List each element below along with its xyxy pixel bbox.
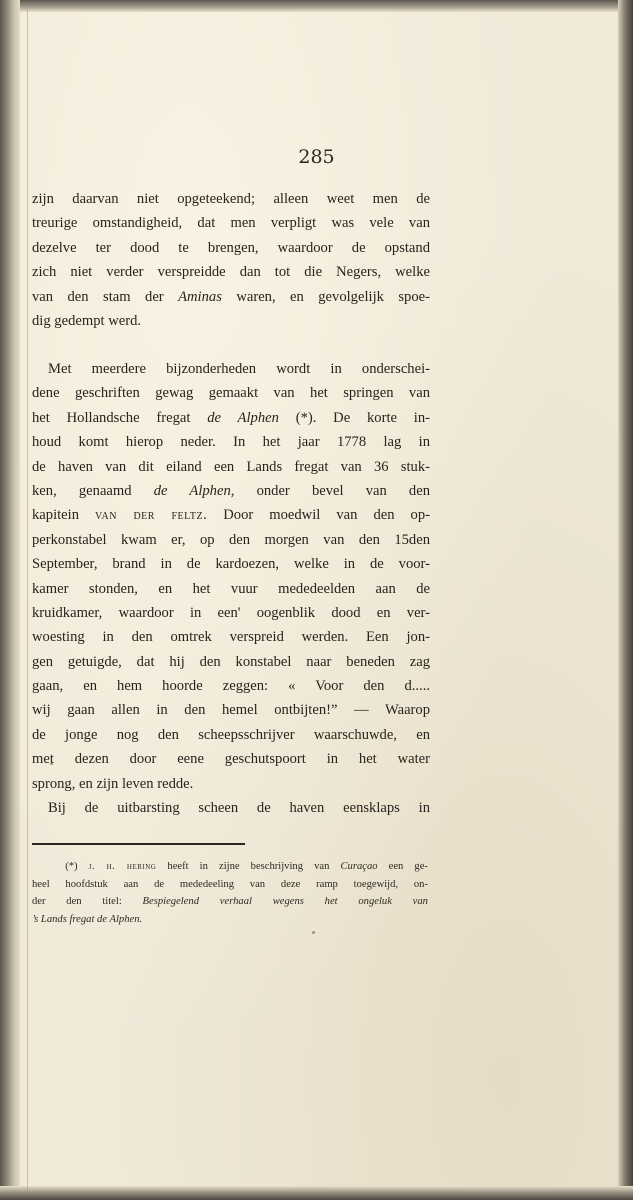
text-line: zich niet verder verspreidde dan tot die Negers, welke	[32, 264, 430, 281]
text-line: Met meerdere bijzonderheden wordt in onderschei-	[48, 361, 430, 377]
text-line: September, brand in de kardoezen, welke in de voor-	[32, 556, 430, 573]
footnote-line: ’s Lands fregat de Alphen.	[32, 913, 143, 925]
paragraph-1	[32, 187, 430, 333]
italic-term: Aminas	[178, 288, 222, 305]
text-line: met dezen door eene geschutspoort in het water	[32, 751, 430, 768]
right-page-edge	[618, 0, 633, 1200]
text-line: dene geschriften gewag gemaakt van het springen van	[32, 385, 430, 402]
text-line: perkonstabel kwam er, op den morgen van den 15den	[32, 531, 430, 548]
paragraph-2	[32, 357, 430, 820]
text-line: Bij de uitbarsting scheen de haven eensklaps in	[48, 800, 430, 817]
ink-speck	[312, 931, 315, 934]
text-line: het Hollandsche fregat de Alphen (*). De korte in-	[32, 409, 430, 426]
footnote-line: (*) j. h. hering heeft in zijne beschrijving van Curaçao een ge-	[65, 861, 428, 872]
left-page-edge	[0, 0, 20, 1200]
binding-fold	[27, 10, 28, 1190]
text-line: kruidkamer, waardoor in een' oogenblik dood en ver-	[32, 604, 430, 621]
text-line: zijn daarvan niet opgeteekend; alleen weet men de	[32, 191, 430, 207]
bottom-page-edge	[0, 1186, 633, 1200]
ink-speck	[50, 762, 53, 765]
italic-ship-name: de Alphen,	[153, 482, 235, 499]
text-line: de haven van dit eiland een Lands fregat van 36 stuk-	[32, 458, 430, 475]
footnote	[32, 858, 428, 928]
italic-ship-name: de Alphen	[207, 409, 279, 426]
footnote-marker: (*)	[65, 861, 78, 872]
top-page-edge	[20, 0, 618, 12]
text-line: sprong, en zijn leven redde.	[32, 775, 194, 792]
text-line: van den stam der Aminas waren, en gevolgelijk spoe-	[32, 288, 430, 305]
text-line: wij gaan allen in den hemel ontbijten!” — Waarop	[32, 702, 430, 719]
text-line: de jonge nog den scheepsschrijver waarschuwde, en	[32, 726, 430, 743]
text-line: houd komt hierop neder. In het jaar 1778 lag in	[32, 434, 430, 451]
text-line: dezelve ter dood te brengen, waardoor de opstand	[32, 239, 430, 256]
text-line: treurige omstandigheid, dat men verpligt was vele van	[32, 215, 430, 232]
text-line: gaan, en hem hoorde zeggen: « Voor den d.....	[32, 678, 430, 695]
footnote-author: j. h. hering	[88, 861, 157, 872]
text-line: kamer stonden, en het vuur mededeelden aan de	[32, 580, 430, 597]
text-line: dig gedempt werd.	[32, 312, 142, 329]
footnote-divider	[32, 843, 245, 845]
page-number: 285	[298, 146, 335, 168]
text-line: woesting in den omtrek verspreid werden. Een jon-	[32, 629, 430, 646]
footnote-line: der den titel: Bespiegelend verhaal wegens het ongeluk van	[32, 896, 428, 908]
text-line: gen getuigde, dat hij den konstabel naar beneden zag	[32, 653, 430, 670]
text-line: kapitein van der feltz. Door moedwil van den op-	[32, 507, 430, 524]
footnote-line: heel hoofdstuk aan de mededeeling van deze ramp toegewijd, on-	[32, 878, 428, 890]
smallcaps-name: van der feltz.	[95, 507, 208, 524]
text-line: ken, genaamd de Alphen, onder bevel van den	[32, 482, 431, 499]
